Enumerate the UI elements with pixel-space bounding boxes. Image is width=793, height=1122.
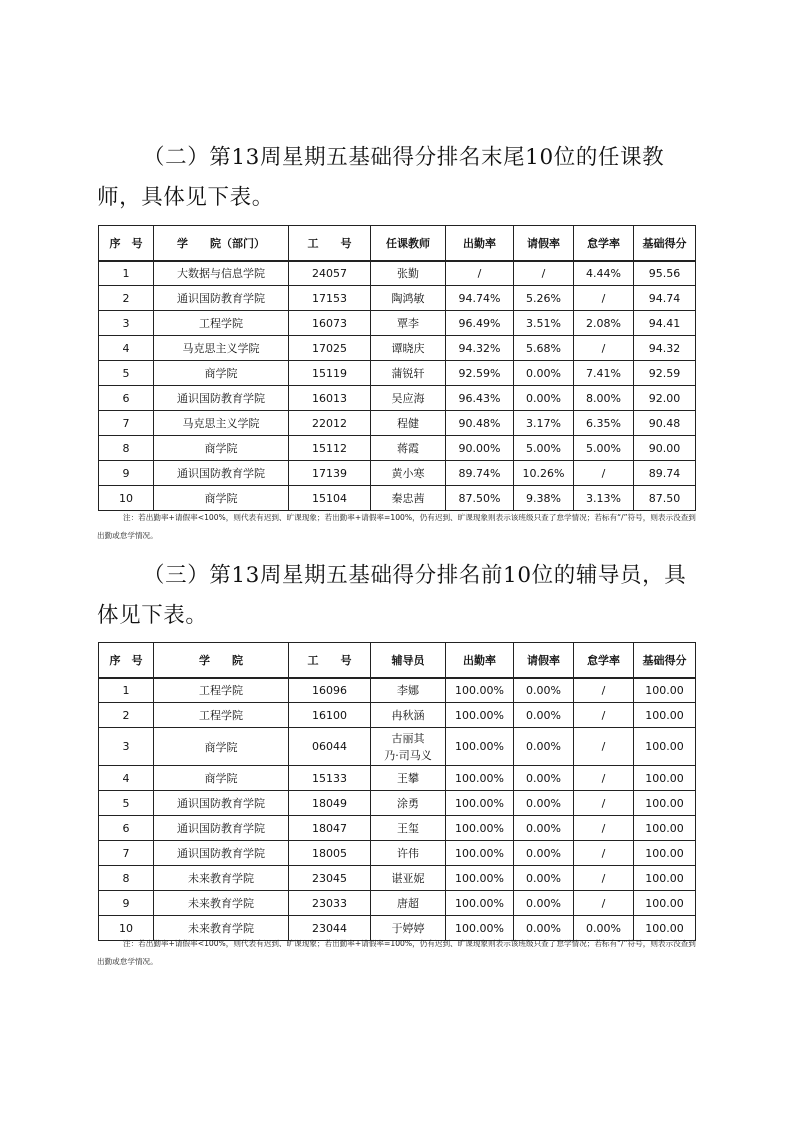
table-row: [99, 791, 696, 816]
header-name: 辅导员: [371, 643, 446, 678]
header-base-score: 基础得分: [634, 643, 696, 678]
cell-leave-rate: 10.26%: [514, 461, 574, 486]
cell-index: 9: [99, 461, 154, 486]
cell-base-score: 100.00: [634, 766, 696, 791]
cell-college: 未来教育学院: [154, 866, 289, 891]
cell-name: [371, 728, 446, 766]
cell-base-score: 100.00: [634, 791, 696, 816]
cell-staff-id: 17025: [289, 336, 371, 361]
cell-staff-id: 22012: [289, 411, 371, 436]
table-row: [99, 386, 696, 411]
cell-name: 冉秋涵: [371, 703, 446, 728]
cell-absence-rate: 0.00%: [574, 916, 634, 941]
cell-staff-id: 23045: [289, 866, 371, 891]
cell-staff-id: 18049: [289, 791, 371, 816]
cell-absence-rate: 6.35%: [574, 411, 634, 436]
section2-note: [97, 509, 697, 545]
cell-college: 通识国防教育学院: [154, 816, 289, 841]
section3-heading: [97, 556, 697, 636]
cell-name: 唐超: [371, 891, 446, 916]
cell-attendance-rate: 100.00%: [446, 891, 514, 916]
cell-leave-rate: 0.00%: [514, 791, 574, 816]
table-row: [99, 311, 696, 336]
section2-heading-text: （二）第13周星期五基础得分排名末尾10位的任课教师，具体见下表。: [97, 145, 665, 210]
cell-absence-rate: 8.00%: [574, 386, 634, 411]
cell-absence-rate: /: [574, 816, 634, 841]
cell-college: 大数据与信息学院: [154, 261, 289, 286]
table-header-row: [99, 226, 696, 261]
section2-heading: [97, 138, 697, 218]
cell-attendance-rate: 90.48%: [446, 411, 514, 436]
cell-index: 7: [99, 411, 154, 436]
cell-index: 9: [99, 891, 154, 916]
cell-base-score: 94.74: [634, 286, 696, 311]
cell-index: 2: [99, 703, 154, 728]
cell-attendance-rate: 89.74%: [446, 461, 514, 486]
cell-staff-id: 16100: [289, 703, 371, 728]
cell-index: 3: [99, 728, 154, 766]
cell-leave-rate: 0.00%: [514, 361, 574, 386]
cell-leave-rate: 0.00%: [514, 703, 574, 728]
name-line: 乃·司马义: [384, 748, 432, 762]
header-index: 序 号: [99, 643, 154, 678]
cell-attendance-rate: 96.49%: [446, 311, 514, 336]
cell-index: 5: [99, 361, 154, 386]
table-row: [99, 703, 696, 728]
cell-attendance-rate: 94.32%: [446, 336, 514, 361]
cell-leave-rate: 5.00%: [514, 436, 574, 461]
cell-base-score: 100.00: [634, 678, 696, 703]
cell-leave-rate: /: [514, 261, 574, 286]
table-row: [99, 891, 696, 916]
header-absence-rate: 怠学率: [574, 643, 634, 678]
cell-college: 未来教育学院: [154, 916, 289, 941]
cell-leave-rate: 3.17%: [514, 411, 574, 436]
cell-leave-rate: 0.00%: [514, 728, 574, 766]
cell-absence-rate: /: [574, 841, 634, 866]
cell-index: 7: [99, 841, 154, 866]
header-base-score: 基础得分: [634, 226, 696, 261]
section3-note-text: 注：若出勤率+请假率<100%，则代表有迟到、旷课现象；若出勤率+请假率=100%，仍有迟到、旷课现象则表示该班级只查了怠学情况；若标有“/”符号，则表示没查到出勤或怠学情况。: [97, 939, 696, 966]
cell-attendance-rate: 100.00%: [446, 791, 514, 816]
cell-absence-rate: 7.41%: [574, 361, 634, 386]
cell-name: 张勤: [371, 261, 446, 286]
cell-absence-rate: /: [574, 728, 634, 766]
cell-name: 李娜: [371, 678, 446, 703]
cell-absence-rate: /: [574, 461, 634, 486]
table-row: [99, 286, 696, 311]
cell-leave-rate: 5.68%: [514, 336, 574, 361]
cell-index: 8: [99, 436, 154, 461]
cell-college: 工程学院: [154, 678, 289, 703]
section3-note: [97, 935, 697, 971]
table-row: [99, 841, 696, 866]
header-attendance-rate: 出勤率: [446, 643, 514, 678]
header-absence-rate: 怠学率: [574, 226, 634, 261]
cell-index: 3: [99, 311, 154, 336]
cell-staff-id: 15104: [289, 486, 371, 511]
cell-name: 涂勇: [371, 791, 446, 816]
cell-staff-id: 23044: [289, 916, 371, 941]
table-header-row: [99, 643, 696, 678]
cell-base-score: 100.00: [634, 891, 696, 916]
cell-attendance-rate: 100.00%: [446, 916, 514, 941]
cell-attendance-rate: 100.00%: [446, 841, 514, 866]
cell-college: 通识国防教育学院: [154, 286, 289, 311]
cell-staff-id: 15112: [289, 436, 371, 461]
cell-absence-rate: /: [574, 336, 634, 361]
cell-name: 王玺: [371, 816, 446, 841]
cell-leave-rate: 0.00%: [514, 816, 574, 841]
header-leave-rate: 请假率: [514, 643, 574, 678]
header-staff-id: 工 号: [289, 643, 371, 678]
cell-college: 马克思主义学院: [154, 411, 289, 436]
cell-absence-rate: /: [574, 891, 634, 916]
cell-attendance-rate: 100.00%: [446, 703, 514, 728]
cell-attendance-rate: /: [446, 261, 514, 286]
cell-base-score: 92.00: [634, 386, 696, 411]
cell-name: 蒲锐轩: [371, 361, 446, 386]
table-row: [99, 766, 696, 791]
cell-name: 秦忠茜: [371, 486, 446, 511]
cell-staff-id: 16096: [289, 678, 371, 703]
cell-base-score: 100.00: [634, 866, 696, 891]
cell-attendance-rate: 100.00%: [446, 866, 514, 891]
header-staff-id: 工 号: [289, 226, 371, 261]
cell-leave-rate: 0.00%: [514, 866, 574, 891]
cell-base-score: 100.00: [634, 703, 696, 728]
cell-attendance-rate: 100.00%: [446, 816, 514, 841]
header-college: 学 院: [154, 643, 289, 678]
table-row: [99, 411, 696, 436]
header-name: 任课教师: [371, 226, 446, 261]
table-row: [99, 461, 696, 486]
cell-college: 商学院: [154, 361, 289, 386]
cell-college: 商学院: [154, 436, 289, 461]
cell-leave-rate: 0.00%: [514, 766, 574, 791]
cell-absence-rate: /: [574, 678, 634, 703]
cell-leave-rate: 0.00%: [514, 678, 574, 703]
cell-absence-rate: /: [574, 703, 634, 728]
cell-leave-rate: 0.00%: [514, 386, 574, 411]
cell-base-score: 92.59: [634, 361, 696, 386]
table-row: [99, 678, 696, 703]
cell-attendance-rate: 92.59%: [446, 361, 514, 386]
cell-staff-id: 23033: [289, 891, 371, 916]
cell-college: 马克思主义学院: [154, 336, 289, 361]
table-row: [99, 436, 696, 461]
cell-index: 4: [99, 766, 154, 791]
cell-absence-rate: 3.13%: [574, 486, 634, 511]
cell-base-score: 100.00: [634, 841, 696, 866]
cell-name: 许伟: [371, 841, 446, 866]
cell-college: 工程学院: [154, 311, 289, 336]
table-row: [99, 261, 696, 286]
cell-attendance-rate: 100.00%: [446, 728, 514, 766]
table-row: [99, 728, 696, 766]
cell-college: 通识国防教育学院: [154, 461, 289, 486]
header-index: 序 号: [99, 226, 154, 261]
cell-staff-id: 24057: [289, 261, 371, 286]
cell-index: 10: [99, 916, 154, 941]
cell-base-score: 100.00: [634, 728, 696, 766]
cell-attendance-rate: 94.74%: [446, 286, 514, 311]
cell-staff-id: 15133: [289, 766, 371, 791]
cell-index: 1: [99, 261, 154, 286]
cell-base-score: 100.00: [634, 816, 696, 841]
cell-absence-rate: 4.44%: [574, 261, 634, 286]
cell-college: 商学院: [154, 728, 289, 766]
cell-attendance-rate: 96.43%: [446, 386, 514, 411]
cell-leave-rate: 0.00%: [514, 841, 574, 866]
cell-index: 5: [99, 791, 154, 816]
cell-college: 未来教育学院: [154, 891, 289, 916]
cell-index: 2: [99, 286, 154, 311]
cell-absence-rate: /: [574, 766, 634, 791]
table-row: [99, 816, 696, 841]
cell-index: 6: [99, 816, 154, 841]
cell-leave-rate: 0.00%: [514, 916, 574, 941]
cell-base-score: 100.00: [634, 916, 696, 941]
cell-name: 于婷婷: [371, 916, 446, 941]
cell-college: 商学院: [154, 766, 289, 791]
section3-heading-text: （三）第13周星期五基础得分排名前10位的辅导员，具体见下表。: [97, 563, 687, 628]
header-leave-rate: 请假率: [514, 226, 574, 261]
cell-index: 6: [99, 386, 154, 411]
cell-college: 通识国防教育学院: [154, 386, 289, 411]
cell-absence-rate: /: [574, 791, 634, 816]
cell-leave-rate: 0.00%: [514, 891, 574, 916]
cell-leave-rate: 3.51%: [514, 311, 574, 336]
cell-staff-id: 06044: [289, 728, 371, 766]
cell-base-score: 94.32: [634, 336, 696, 361]
cell-absence-rate: /: [574, 286, 634, 311]
cell-name: 王攀: [371, 766, 446, 791]
table-row: [99, 486, 696, 511]
cell-base-score: 89.74: [634, 461, 696, 486]
cell-staff-id: 17153: [289, 286, 371, 311]
cell-name: 谭晓庆: [371, 336, 446, 361]
cell-attendance-rate: 100.00%: [446, 678, 514, 703]
cell-absence-rate: /: [574, 866, 634, 891]
cell-staff-id: 15119: [289, 361, 371, 386]
cell-name: 吴应海: [371, 386, 446, 411]
cell-name: 程健: [371, 411, 446, 436]
table-row: [99, 866, 696, 891]
header-attendance-rate: 出勤率: [446, 226, 514, 261]
name-line: 古丽其: [391, 731, 425, 745]
cell-base-score: 87.50: [634, 486, 696, 511]
cell-attendance-rate: 90.00%: [446, 436, 514, 461]
cell-name: 黄小寒: [371, 461, 446, 486]
counselor-ranking-table: [98, 642, 696, 941]
cell-staff-id: 16013: [289, 386, 371, 411]
cell-name: 陶鸿敏: [371, 286, 446, 311]
cell-name: 蒋霞: [371, 436, 446, 461]
cell-index: 10: [99, 486, 154, 511]
cell-index: 4: [99, 336, 154, 361]
cell-staff-id: 17139: [289, 461, 371, 486]
teacher-ranking-table: [98, 225, 696, 511]
cell-college: 商学院: [154, 486, 289, 511]
cell-absence-rate: 5.00%: [574, 436, 634, 461]
cell-staff-id: 18047: [289, 816, 371, 841]
cell-absence-rate: 2.08%: [574, 311, 634, 336]
cell-base-score: 90.48: [634, 411, 696, 436]
header-college: 学 院（部门）: [154, 226, 289, 261]
cell-attendance-rate: 87.50%: [446, 486, 514, 511]
cell-college: 工程学院: [154, 703, 289, 728]
cell-base-score: 94.41: [634, 311, 696, 336]
cell-leave-rate: 5.26%: [514, 286, 574, 311]
cell-staff-id: 16073: [289, 311, 371, 336]
cell-college: 通识国防教育学院: [154, 791, 289, 816]
cell-leave-rate: 9.38%: [514, 486, 574, 511]
cell-name: 覃李: [371, 311, 446, 336]
cell-index: 8: [99, 866, 154, 891]
section2-note-text: 注：若出勤率+请假率<100%，则代表有迟到、旷课现象；若出勤率+请假率=100%，仍有迟到、旷课现象则表示该班级只查了怠学情况；若标有“/”符号，则表示没查到出勤或怠学情况。: [97, 513, 696, 540]
cell-name: 谌亚妮: [371, 866, 446, 891]
cell-college: 通识国防教育学院: [154, 841, 289, 866]
cell-base-score: 90.00: [634, 436, 696, 461]
table-row: [99, 336, 696, 361]
table-row: [99, 361, 696, 386]
cell-attendance-rate: 100.00%: [446, 766, 514, 791]
cell-index: 1: [99, 678, 154, 703]
cell-base-score: 95.56: [634, 261, 696, 286]
cell-staff-id: 18005: [289, 841, 371, 866]
